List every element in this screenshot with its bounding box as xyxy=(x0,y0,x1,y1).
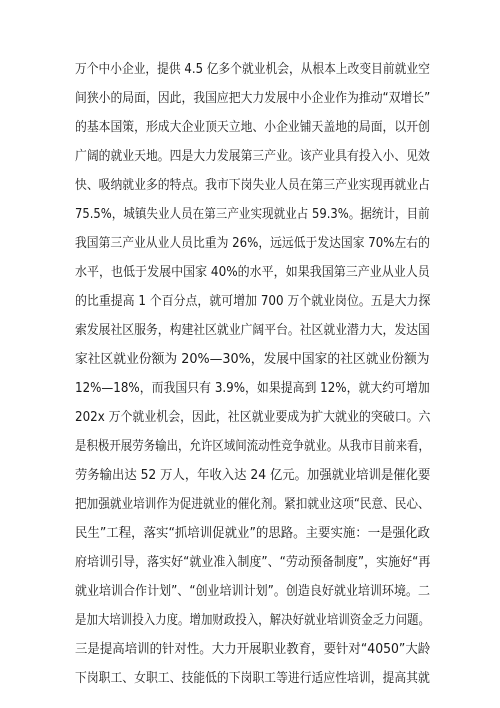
text-line: 是积极开展劳务输出，允许区域间流动性竞争就业。从我市目前来看， xyxy=(75,439,430,454)
text-line: 水平，也低于发展中国家 40%的水平，如果我国第三产业从业人员 xyxy=(75,265,430,280)
text-line: 索发展社区服务，构建社区就业广阔平台。社区就业潜力大，发达国 xyxy=(75,323,430,338)
text-line: 家社区就业份额为 20%—30%，发展中国家的社区就业份额为 xyxy=(75,352,430,367)
text-line: 下岗职工、女职工、技能低的下岗职工等进行适应性培训，提高其就 xyxy=(75,671,430,686)
text-line: 75.5%，城镇失业人员在第三产业实现就业占 59.3%。据统计，目前 xyxy=(75,207,430,222)
text-line: 间狭小的局面，因此，我国应把大力发展中小企业作为推动“双增长” xyxy=(75,91,431,106)
text-line: 就业培训合作计划”、“创业培训计划”。创造良好就业培训环境。二 xyxy=(75,584,430,599)
text-line: 三是提高培训的针对性。大力开展职业教育，要针对“4050”大龄 xyxy=(75,642,431,657)
text-line: 的比重提高 1 个百分点，就可增加 700 万个就业岗位。五是大力探 xyxy=(75,294,431,309)
text-line: 快、吸纳就业多的特点。我市下岗失业人员在第三产业实现再就业占 xyxy=(75,178,430,193)
text-line: 我国第三产业从业人员比重为 26%，远远低于发达国家 70%左右的 xyxy=(75,236,430,251)
text-line: 万个中小企业，提供 4.5 亿多个就业机会，从根本上改变目前就业空 xyxy=(75,62,430,77)
text-line: 把加强就业培训作为促进就业的催化剂。紧扣就业这项“民意、民心、 xyxy=(75,497,430,512)
text-line: 广阔的就业天地。四是大力发展第三产业。该产业具有投入小、见效 xyxy=(75,149,430,164)
text-line: 民生”工程，落实“抓培训促就业”的思路。主要实施：一是强化政 xyxy=(75,526,430,541)
text-line: 府培训引导，落实好“就业准入制度”、“劳动预备制度”，实施好“再 xyxy=(75,555,431,570)
text-line: 是加大培训投入力度。增加财政投入，解决好就业培训资金乏力问题。 xyxy=(75,613,430,628)
text-line: 的基本国策，形成大企业顶天立地、小企业铺天盖地的局面，以开创 xyxy=(75,120,430,135)
text-line: 12%—18%，而我国只有 3.9%，如果提高到 12%，就大约可增加 xyxy=(75,381,430,396)
text-line: 202x 万个就业机会，因此，社区就业要成为扩大就业的突破口。六 xyxy=(75,410,431,425)
text-line: 劳务输出达 52 万人，年收入达 24 亿元。加强就业培训是催化要 xyxy=(75,468,431,483)
